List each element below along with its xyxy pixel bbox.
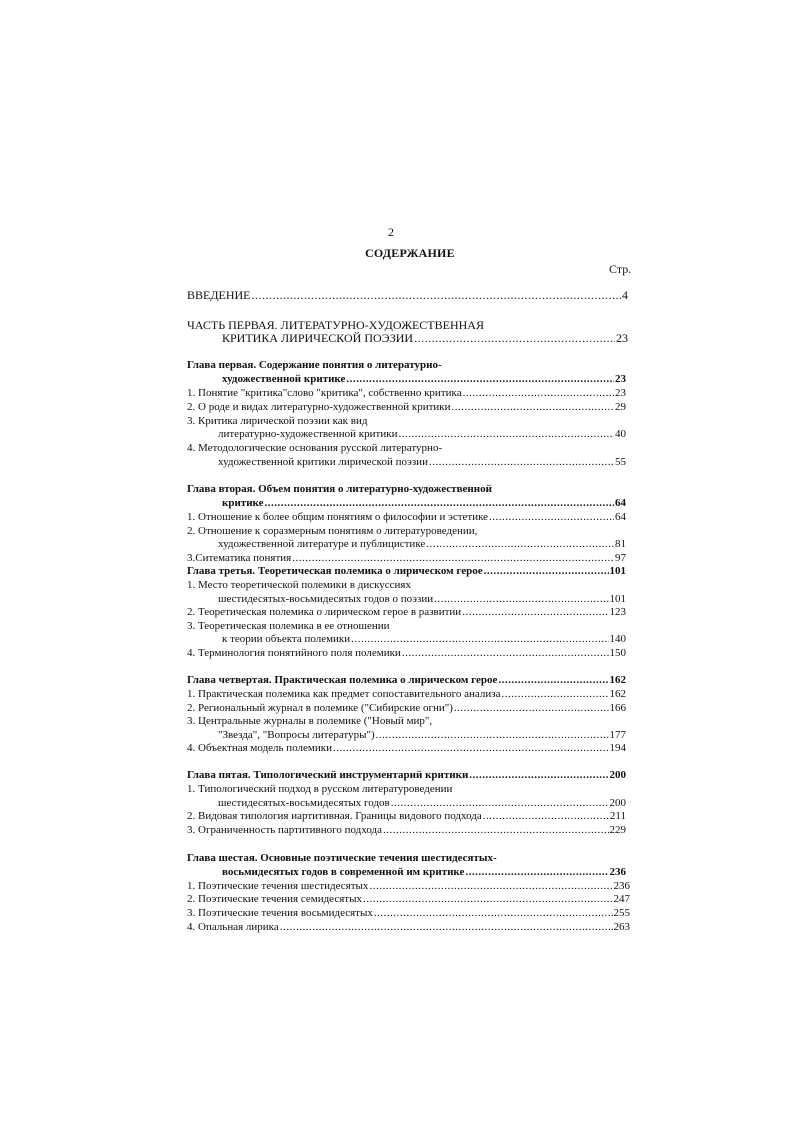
leader-dots	[398, 427, 614, 441]
toc-entry-label: 3.Ситематика понятия	[187, 552, 292, 564]
toc-entry-page: 247	[613, 893, 630, 905]
toc-entry-1-3-line1: 3. Критика лирической поэзии как вид	[187, 415, 368, 427]
toc-entry-page: 229	[609, 824, 626, 836]
toc-entry-page: 162	[609, 674, 626, 686]
toc-entry-3-3-line1: 3. Теоретическая полемика в ее отношении	[187, 620, 390, 632]
leader-dots	[434, 592, 608, 606]
leader-dots	[489, 510, 614, 524]
toc-entry-chapter-4[interactable]	[187, 673, 626, 687]
toc-entry-1-1[interactable]	[187, 386, 626, 400]
toc-entry-page: 123	[609, 606, 626, 618]
toc-entry-page: 101	[609, 593, 626, 605]
toc-entry-page: 150	[609, 647, 626, 659]
toc-entry-4-1[interactable]	[187, 687, 626, 701]
leader-dots	[501, 687, 608, 701]
toc-entry-label: к теории объекта полемики	[222, 633, 351, 645]
leader-dots	[454, 701, 609, 715]
leader-dots	[252, 288, 621, 302]
toc-entry-label: 1. Практическая полемика как предмет сопоставительного анализа	[187, 688, 501, 700]
toc-entry-1-2[interactable]	[187, 400, 626, 414]
toc-entry-label: ВВЕДЕНИЕ	[187, 288, 251, 302]
toc-entry-page: 162	[609, 688, 626, 700]
toc-entry-2-3[interactable]	[187, 551, 626, 565]
toc-entry-label: Глава четвертая. Практическая полемика о лирическом герое	[187, 674, 498, 686]
toc-entry-label: художественной критике	[222, 373, 346, 385]
toc-entry-label: "Звезда", "Вопросы литературы")	[218, 729, 375, 741]
toc-entry-6-3[interactable]	[187, 906, 630, 920]
leader-dots	[333, 741, 609, 755]
toc-entry-label: 2. Видовая типология иартитивная. Границы видового подхода	[187, 810, 482, 822]
toc-entry-label: литературно-художественной критики	[218, 428, 398, 440]
toc-entry-label: 4. Терминология понятийного поля полемики	[187, 647, 401, 659]
toc-entry-1-3[interactable]	[218, 427, 626, 441]
toc-entry-page: 236	[613, 880, 630, 892]
leader-dots	[369, 879, 612, 893]
toc-entry-page: 97	[615, 552, 626, 564]
toc-entry-label: критике	[222, 497, 264, 509]
toc-entry-label: художественной критики лирической поэзии	[218, 456, 428, 468]
leader-dots	[363, 892, 613, 906]
toc-entry-3-1[interactable]	[218, 592, 626, 606]
chapter-1-title-line1: Глава первая. Содержание понятия о литературно-	[187, 359, 442, 371]
leader-dots	[264, 496, 614, 510]
leader-dots	[426, 537, 614, 551]
toc-entry-page: 211	[609, 810, 626, 822]
toc-entry-page: 23	[615, 373, 626, 385]
leader-dots	[429, 455, 614, 469]
toc-entry-6-4[interactable]	[187, 920, 630, 934]
toc-entry-label: 3. Поэтические течения восьмидесятых	[187, 907, 373, 919]
leader-dots	[346, 372, 614, 386]
toc-entry-label: 2. О роде и видах литературно-художественной критики	[187, 401, 451, 413]
part-heading-line1: ЧАСТЬ ПЕРВАЯ. ЛИТЕРАТУРНО-ХУДОЖЕСТВЕННАЯ	[187, 318, 484, 332]
toc-entry-page: 55	[615, 456, 626, 468]
toc-entry-3-1-line1: 1. Место теоретической полемики в дискуссиях	[187, 579, 411, 591]
toc-entry-label: 2. Поэтические течения семидесятых	[187, 893, 362, 905]
toc-entry-label: 1. Отношение к более общим понятиям о философии и эстетике	[187, 511, 489, 523]
leader-dots	[463, 386, 614, 400]
toc-entry-label: 3. Ограниченность партитивного подхода	[187, 824, 383, 836]
leader-dots	[484, 564, 609, 578]
leader-dots	[498, 673, 608, 687]
toc-entry-5-1-line1: 1. Типологический подход в русском литературоведении	[187, 783, 453, 795]
page-number: 2	[388, 225, 394, 239]
toc-entry-label: шестидесятых-восьмидесятых годов о поэзии	[218, 593, 434, 605]
toc-entry-5-2[interactable]	[187, 809, 626, 823]
toc-entry-2-1[interactable]	[187, 510, 626, 524]
toc-entry-page: 194	[609, 742, 626, 754]
toc-entry-6-1[interactable]	[187, 879, 630, 893]
toc-entry-page: 236	[609, 866, 626, 878]
toc-entry-3-2[interactable]	[187, 605, 626, 619]
leader-dots	[469, 768, 608, 782]
toc-entry-page: 177	[609, 729, 626, 741]
page-column-label: Стр.	[609, 262, 632, 276]
leader-dots	[465, 865, 608, 879]
toc-entry-intro[interactable]	[187, 288, 628, 302]
toc-entry-4-3-line1: 3. Центральные журналы в полемике ("Новый мир",	[187, 715, 433, 727]
toc-entry-label: шестидесятых-восьмидесятых годов	[218, 797, 390, 809]
toc-entry-label: 2. Теоретическая полемика о лирическом герое в развитии	[187, 606, 462, 618]
toc-entry-4-4[interactable]	[187, 741, 626, 755]
toc-entry-page: 4	[622, 288, 628, 302]
toc-entry-page: 40	[615, 428, 626, 440]
toc-entry-label: художественной литературе и публицистике	[218, 538, 426, 550]
leader-dots	[391, 796, 609, 810]
leader-dots	[374, 906, 613, 920]
toc-entry-chapter-2[interactable]	[222, 496, 626, 510]
chapter-2-title-line1: Глава вторая. Объем понятия о литературно-художественной	[187, 483, 492, 495]
toc-entry-label: КРИТИКА ЛИРИЧЕСКОЙ ПОЭЗИИ	[222, 331, 414, 345]
leader-dots	[280, 920, 613, 934]
leader-dots	[402, 646, 609, 660]
toc-entry-4-2[interactable]	[187, 701, 626, 715]
toc-entry-5-3[interactable]	[187, 823, 626, 837]
toc-entry-3-4[interactable]	[187, 646, 626, 660]
toc-entry-1-4-line1: 4. Методологические основания русской литературно-	[187, 442, 443, 454]
toc-entry-page: 140	[609, 633, 626, 645]
toc-entry-page: 81	[615, 538, 626, 550]
toc-entry-6-2[interactable]	[187, 892, 630, 906]
toc-entry-5-1[interactable]	[218, 796, 626, 810]
toc-entry-page: 200	[609, 797, 626, 809]
toc-entry-chapter-3[interactable]	[187, 564, 626, 578]
leader-dots	[383, 823, 608, 837]
toc-entry-label: 1. Поэтические течения шестидесятых	[187, 880, 369, 892]
toc-entry-page: 263	[613, 921, 630, 933]
page-title: СОДЕРЖАНИЕ	[365, 246, 455, 260]
toc-entry-chapter-6[interactable]	[222, 865, 626, 879]
leader-dots	[414, 331, 615, 345]
toc-entry-part-one[interactable]	[222, 331, 628, 345]
toc-entry-label: 4. Опальная лирика	[187, 921, 279, 933]
toc-entry-3-3[interactable]	[222, 632, 626, 646]
toc-entry-page: 29	[615, 401, 626, 413]
toc-entry-2-2[interactable]	[218, 537, 626, 551]
toc-entry-page: 166	[609, 702, 626, 714]
toc-entry-chapter-5[interactable]	[187, 768, 626, 782]
leader-dots	[351, 632, 608, 646]
toc-entry-page: 23	[615, 387, 626, 399]
toc-entry-page: 23	[616, 331, 628, 345]
leader-dots	[376, 728, 609, 742]
toc-entry-label: 2. Региональный журнал в полемике ("Сибирские огни")	[187, 702, 453, 714]
toc-entry-2-2-line1: 2. Отношение к соразмерным понятиям о литературоведении,	[187, 525, 478, 537]
toc-entry-page: 64	[615, 511, 626, 523]
toc-entry-page: 64	[615, 497, 626, 509]
toc-entry-label: Глава пятая. Типологический инструментарий критики	[187, 769, 469, 781]
leader-dots	[462, 605, 608, 619]
leader-dots	[292, 551, 614, 565]
leader-dots	[483, 809, 609, 823]
toc-entry-page: 200	[609, 769, 626, 781]
toc-entry-1-4[interactable]	[218, 455, 626, 469]
toc-entry-chapter-1[interactable]	[222, 372, 626, 386]
toc-entry-label: 1. Понятие "критика"слово "критика", собственно критика	[187, 387, 462, 399]
toc-entry-page: 255	[613, 907, 630, 919]
leader-dots	[452, 400, 614, 414]
toc-entry-4-3[interactable]	[218, 728, 626, 742]
chapter-6-title-line1: Глава шестая. Основные поэтические течения шестидесятых-	[187, 852, 497, 864]
toc-entry-label: Глава третья. Теоретическая полемика о лирическом герое	[187, 565, 483, 577]
toc-entry-label: восьмидесятых годов в современной им критике	[222, 866, 465, 878]
toc-entry-label: 4. Объектная модель полемики	[187, 742, 332, 754]
toc-entry-page: 101	[609, 565, 626, 577]
